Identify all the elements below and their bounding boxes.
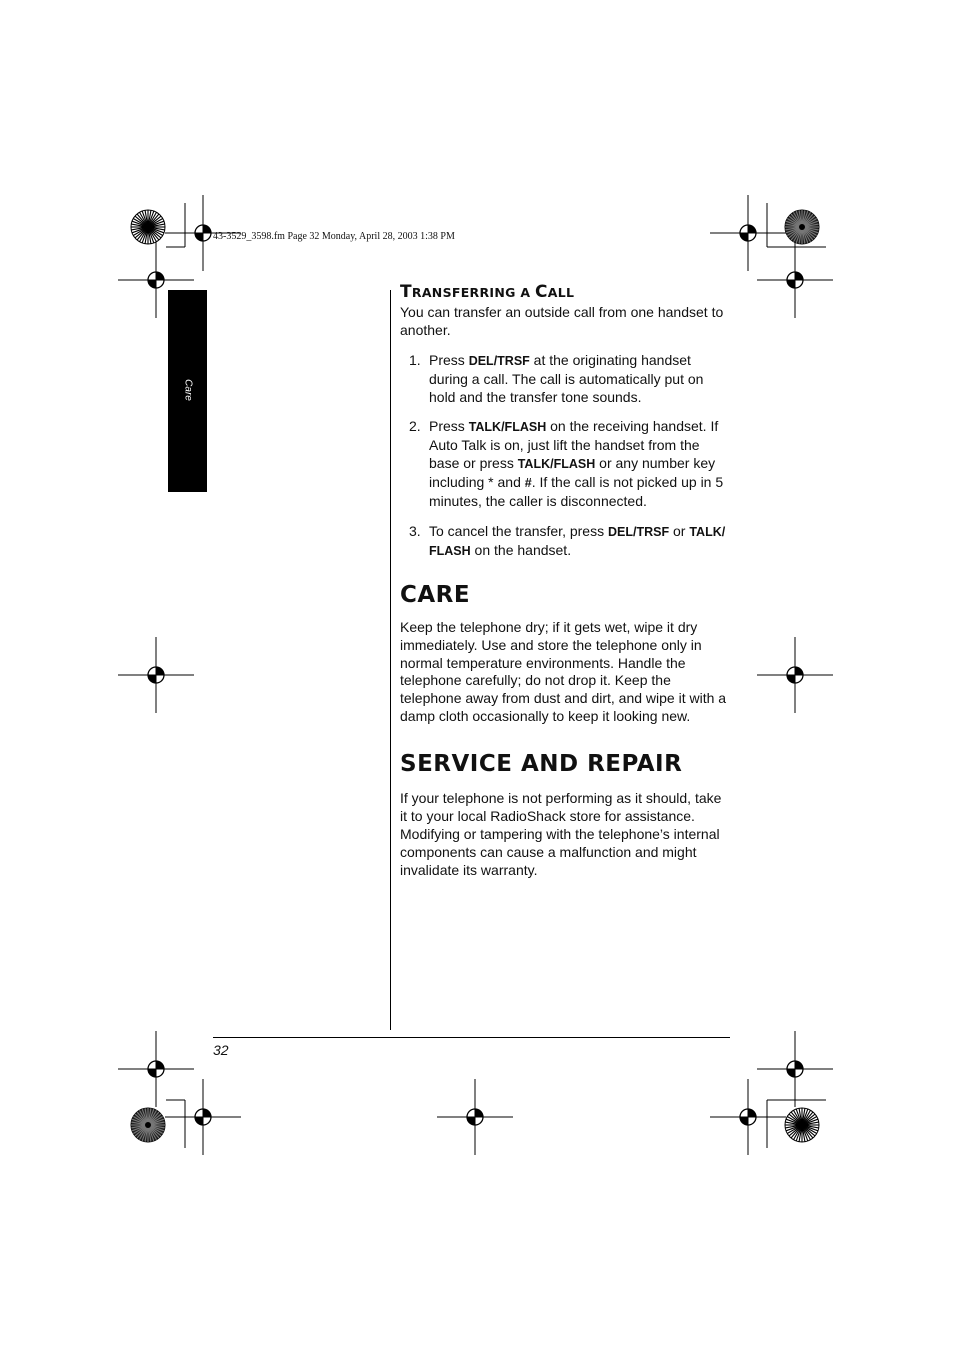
hash-key: # bbox=[524, 476, 532, 491]
step-number: 2. bbox=[409, 418, 421, 435]
column-divider bbox=[390, 290, 391, 1030]
key-label: DEL/TRSF bbox=[607, 524, 670, 539]
registration-quadrant bbox=[148, 675, 156, 683]
step-text: Press bbox=[429, 418, 469, 435]
registration-quadrant bbox=[203, 1109, 211, 1117]
step-text: and bbox=[493, 474, 525, 491]
care-body: Keep the telephone dry; if it gets wet, wipe it dry immediately. Use and store the telephone only in normal temperature environments. Handle the telephone carefully; do not drop it. Keep the telephone away from dust and dirt, and wipe it with a damp cloth occasionally to keep it looking new. bbox=[400, 618, 727, 725]
step-text: Press bbox=[429, 351, 469, 368]
list-item bbox=[400, 418, 732, 511]
key-label: TALK/FLASH bbox=[517, 457, 596, 472]
registration-quadrant bbox=[748, 1109, 756, 1117]
registration-quadrant bbox=[148, 280, 156, 288]
registration-quadrant bbox=[467, 1117, 475, 1125]
registration-quadrant bbox=[787, 280, 795, 288]
footer-rule bbox=[213, 1037, 730, 1038]
key-label: DEL/TRSF bbox=[468, 353, 530, 368]
list-item bbox=[400, 523, 732, 561]
step-text: at the originating handset during a call. The call is automatically put on hold and the transfer tone sounds. bbox=[429, 351, 704, 405]
registration-quadrant bbox=[203, 225, 211, 233]
main-content bbox=[400, 284, 732, 880]
heading-small: RANSFERRING A bbox=[411, 285, 535, 300]
registration-quadrant bbox=[195, 1117, 203, 1125]
step-text: or any number key including bbox=[429, 455, 716, 491]
list-item bbox=[400, 352, 732, 407]
step-text: To cancel the transfer, press bbox=[429, 522, 608, 539]
file-slug: 43-3529_3598.fm Page 32 Monday, April 28, 2003 1:38 PM bbox=[213, 231, 455, 242]
step-number: 3. bbox=[409, 522, 421, 539]
star-key: * bbox=[488, 474, 494, 491]
registration-quadrant bbox=[748, 225, 756, 233]
starburst-center bbox=[145, 1122, 151, 1128]
registration-quadrant bbox=[195, 233, 203, 241]
starburst-center bbox=[799, 224, 805, 230]
side-tab-label: Care bbox=[182, 379, 193, 401]
step-text: . If the call is not picked up in 5 minutes, the caller is disconnected. bbox=[429, 474, 724, 510]
key-label: TALK/FLASH bbox=[468, 420, 547, 435]
starburst-center bbox=[145, 224, 151, 230]
registration-quadrant bbox=[740, 233, 748, 241]
registration-quadrant bbox=[740, 1117, 748, 1125]
key-label: TALK/ FLASH bbox=[429, 524, 726, 558]
page-number: 32 bbox=[213, 1042, 229, 1058]
registration-quadrant bbox=[787, 675, 795, 683]
step-text: or bbox=[669, 522, 690, 539]
heading-cap: T bbox=[400, 282, 412, 302]
registration-quadrant bbox=[795, 272, 803, 280]
heading-cap: C bbox=[534, 282, 548, 302]
transfer-intro: You can transfer an outside call from one handset to another. bbox=[400, 303, 724, 338]
transfer-heading bbox=[400, 284, 732, 302]
registration-quadrant bbox=[795, 1061, 803, 1069]
service-body: If your telephone is not performing as it should, take it to your local RadioShack store for assistance. Modifying or tampering with the telephone’s internal components can cause a malfunction and might invalidate its warranty. bbox=[400, 790, 722, 878]
starburst-center bbox=[799, 1122, 805, 1128]
registration-quadrant bbox=[475, 1109, 483, 1117]
step-text: on the handset. bbox=[470, 541, 572, 558]
care-heading: CARE bbox=[400, 581, 471, 608]
side-tab bbox=[168, 290, 207, 492]
registration-quadrant bbox=[795, 667, 803, 675]
step-text: on the receiving handset. If Auto Talk is on, just lift the handset from the base or press bbox=[429, 418, 719, 472]
registration-quadrant bbox=[156, 1061, 164, 1069]
registration-quadrant bbox=[787, 1069, 795, 1077]
service-heading: SERVICE AND REPAIR bbox=[400, 751, 683, 778]
registration-quadrant bbox=[148, 1069, 156, 1077]
registration-quadrant bbox=[156, 667, 164, 675]
transfer-steps bbox=[400, 352, 732, 561]
registration-quadrant bbox=[156, 272, 164, 280]
step-number: 1. bbox=[409, 351, 421, 368]
heading-small: ALL bbox=[547, 285, 575, 300]
